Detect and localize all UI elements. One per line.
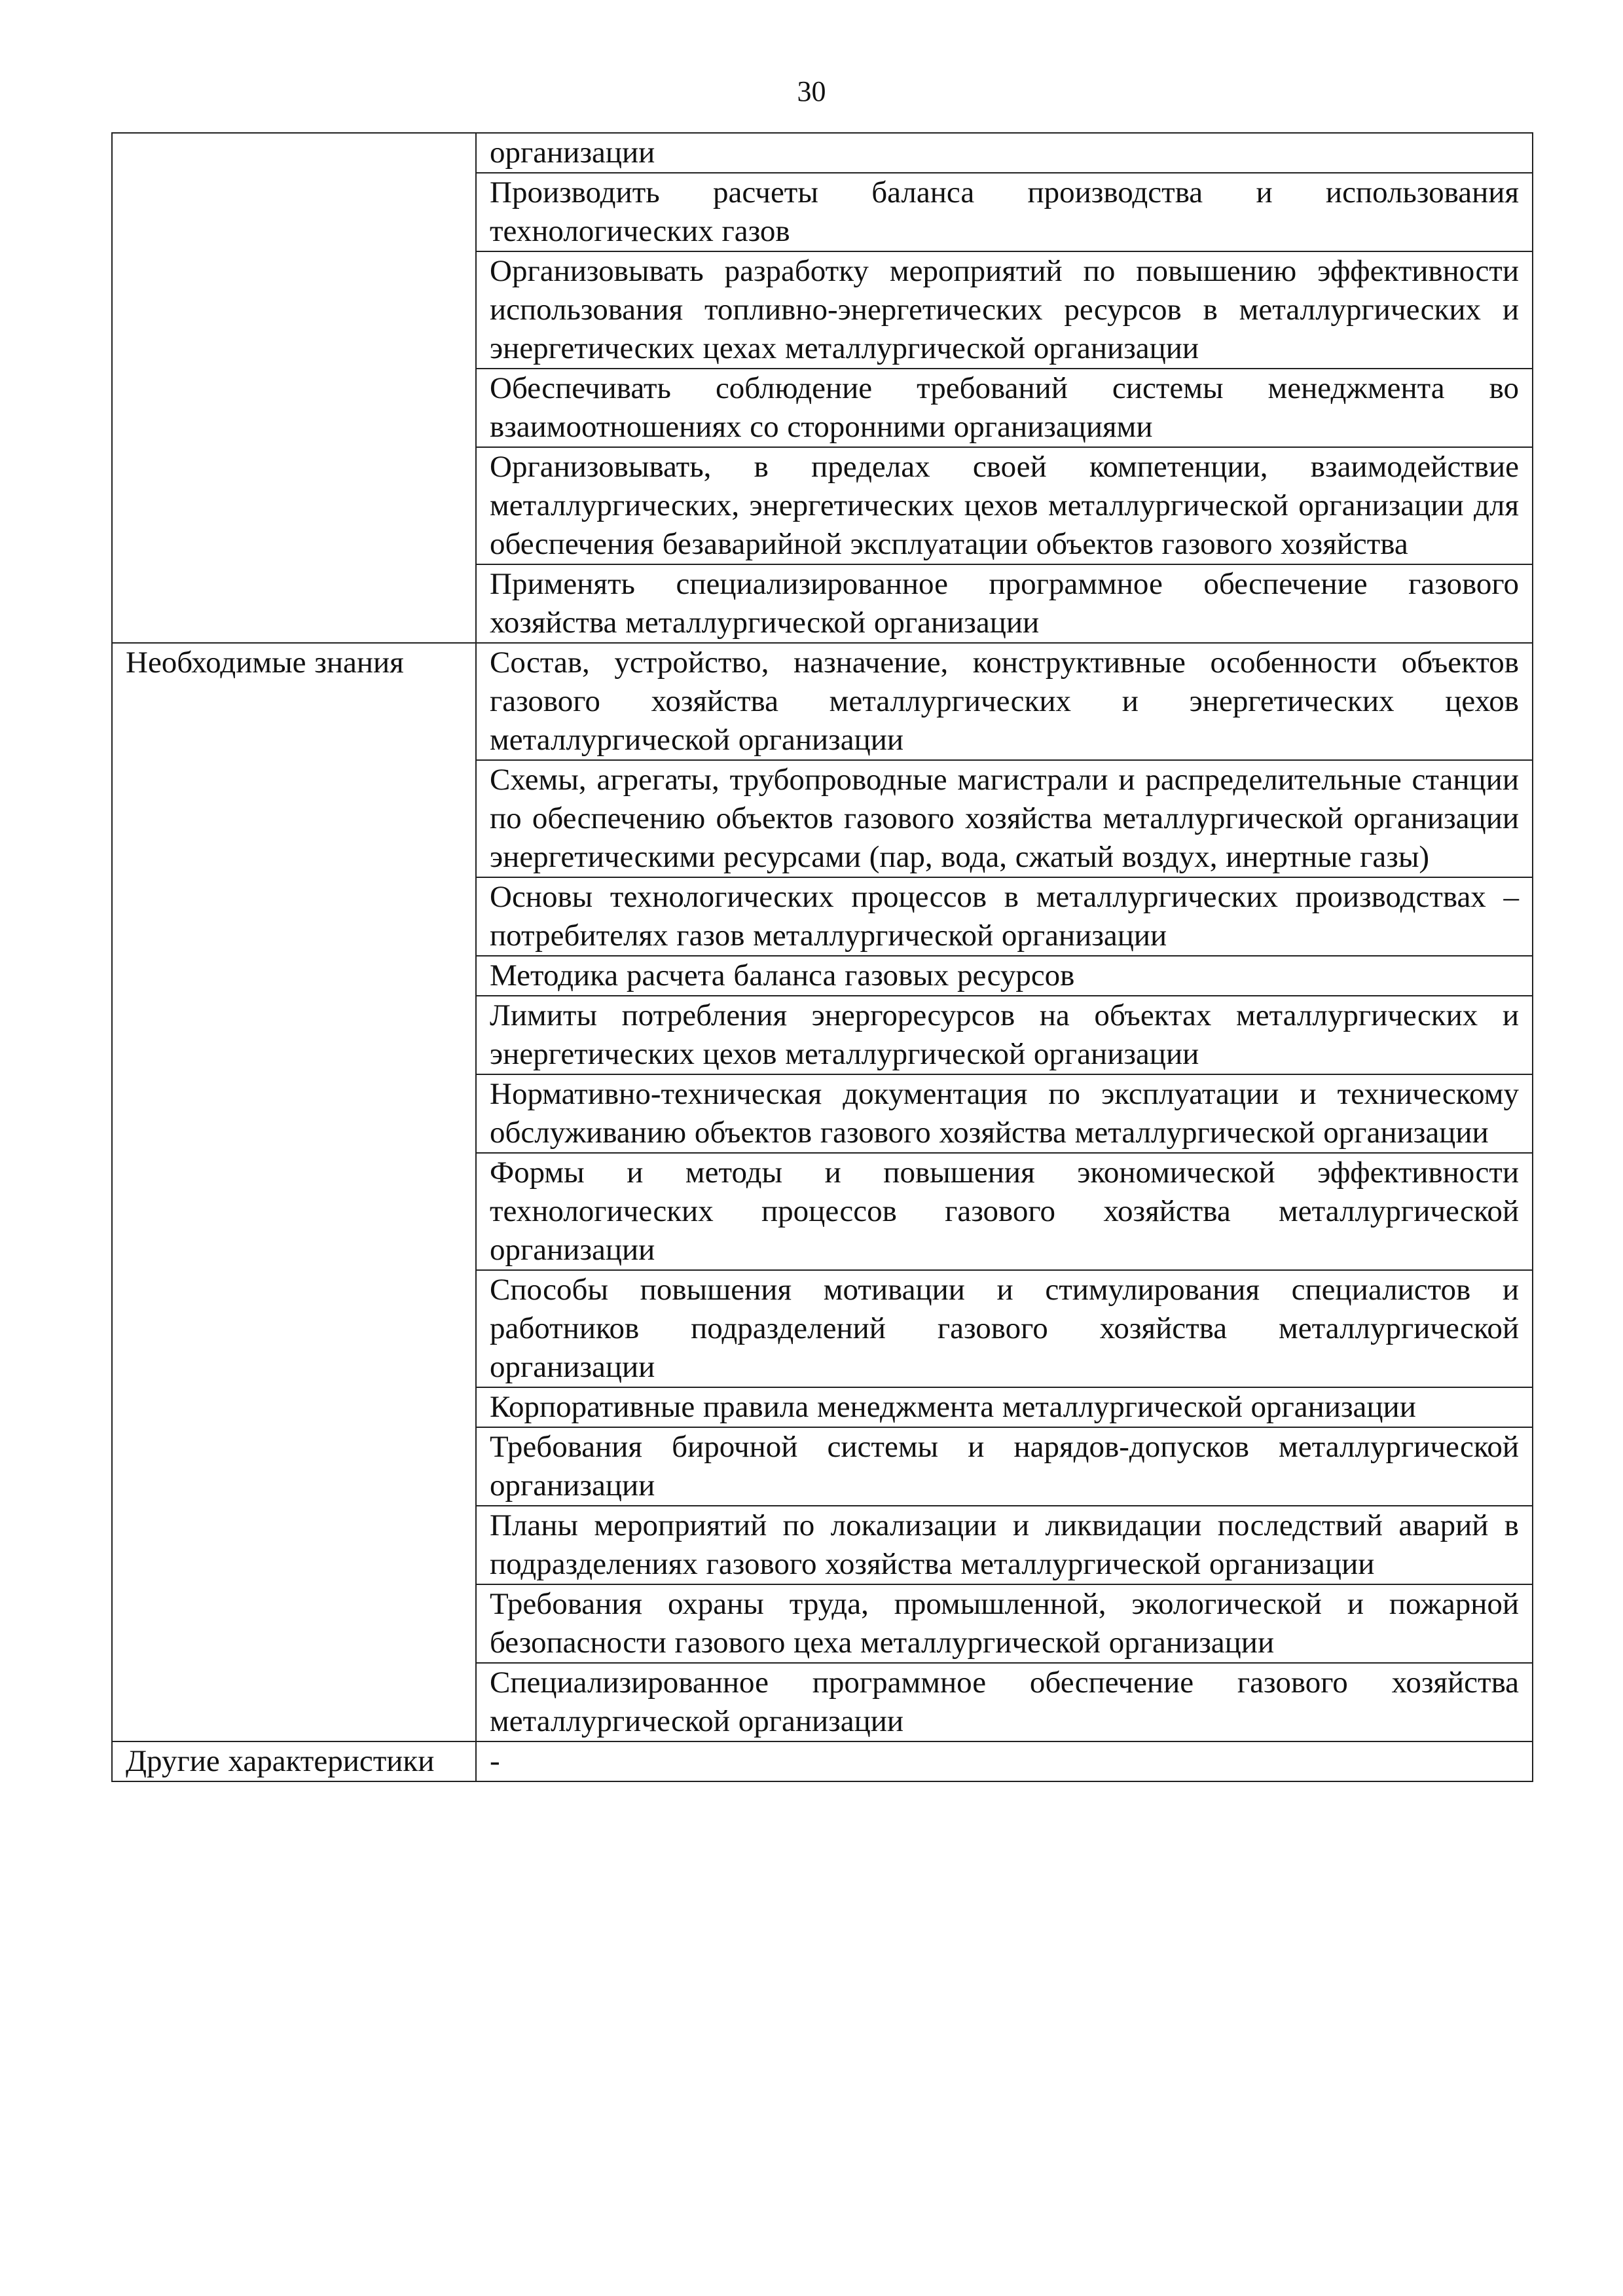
table-cell-skill: Производить расчеты баланса производства и использования технологических газов: [476, 173, 1533, 251]
table-cell-knowledge: Нормативно-техническая документация по эксплуатации и техническому обслуживанию объектов газового хозяйства металлургической организации: [476, 1074, 1533, 1153]
requirements-table: [111, 132, 1533, 1782]
table-cell-skill: Организовывать разработку мероприятий по повышению эффективности использования топливно-энергетических ресурсов в металлургических и энергетических цехах металлургической организации: [476, 251, 1533, 369]
table-cell-knowledge: Методика расчета баланса газовых ресурсов: [476, 956, 1533, 996]
table-cell-knowledge: Основы технологических процессов в металлургических производствах – потребителях газов металлургической организации: [476, 877, 1533, 956]
table-cell-knowledge: Состав, устройство, назначение, конструктивные особенности объектов газового хозяйства металлургических и энергетических цехов металлургической организации: [476, 643, 1533, 760]
table-cell-skill: Обеспечивать соблюдение требований системы менеджмента во взаимоотношениях со сторонними организациями: [476, 369, 1533, 447]
table-cell-knowledge: Лимиты потребления энергоресурсов на объектах металлургических и энергетических цехов металлургической организации: [476, 996, 1533, 1074]
table-cell-knowledge: Формы и методы и повышения экономической эффективности технологических процессов газового хозяйства металлургической организации: [476, 1153, 1533, 1270]
table-cell-skill: Организовывать, в пределах своей компетенции, взаимодействие металлургических, энергетических цехов металлургической организации для обеспечения безаварийной эксплуатации объектов газового хозяйства: [476, 447, 1533, 564]
table-cell-other: -: [476, 1741, 1533, 1781]
row-label-required-knowledge: Необходимые знания: [112, 643, 476, 1741]
table-cell-skill: организации: [476, 133, 1533, 173]
table-cell-knowledge: Способы повышения мотивации и стимулирования специалистов и работников подразделений газового хозяйства металлургической организации: [476, 1270, 1533, 1387]
table-cell-knowledge: Требования охраны труда, промышленной, экологической и пожарной безопасности газового цеха металлургической организации: [476, 1584, 1533, 1663]
table-row: [112, 133, 1533, 173]
table-cell-knowledge: Схемы, агрегаты, трубопроводные магистрали и распределительные станции по обеспечению объектов газового хозяйства металлургической организации энергетическими ресурсами (пар, вода, сжатый воздух, инертные газы): [476, 760, 1533, 877]
row-label-continuation: [112, 133, 476, 643]
table-row: [112, 643, 1533, 760]
table-cell-skill: Применять специализированное программное обеспечение газового хозяйства металлургической организации: [476, 564, 1533, 643]
table-cell-knowledge: Планы мероприятий по локализации и ликвидации последствий аварий в подразделениях газового хозяйства металлургической организации: [476, 1506, 1533, 1584]
table-cell-knowledge: Специализированное программное обеспечение газового хозяйства металлургической организации: [476, 1663, 1533, 1741]
table-cell-knowledge: Корпоративные правила менеджмента металлургической организации: [476, 1387, 1533, 1427]
table-row: [112, 1741, 1533, 1781]
table-cell-knowledge: Требования бирочной системы и нарядов-допусков металлургической организации: [476, 1427, 1533, 1506]
page-number: 30: [797, 75, 826, 107]
row-label-other-characteristics: Другие характеристики: [112, 1741, 476, 1781]
